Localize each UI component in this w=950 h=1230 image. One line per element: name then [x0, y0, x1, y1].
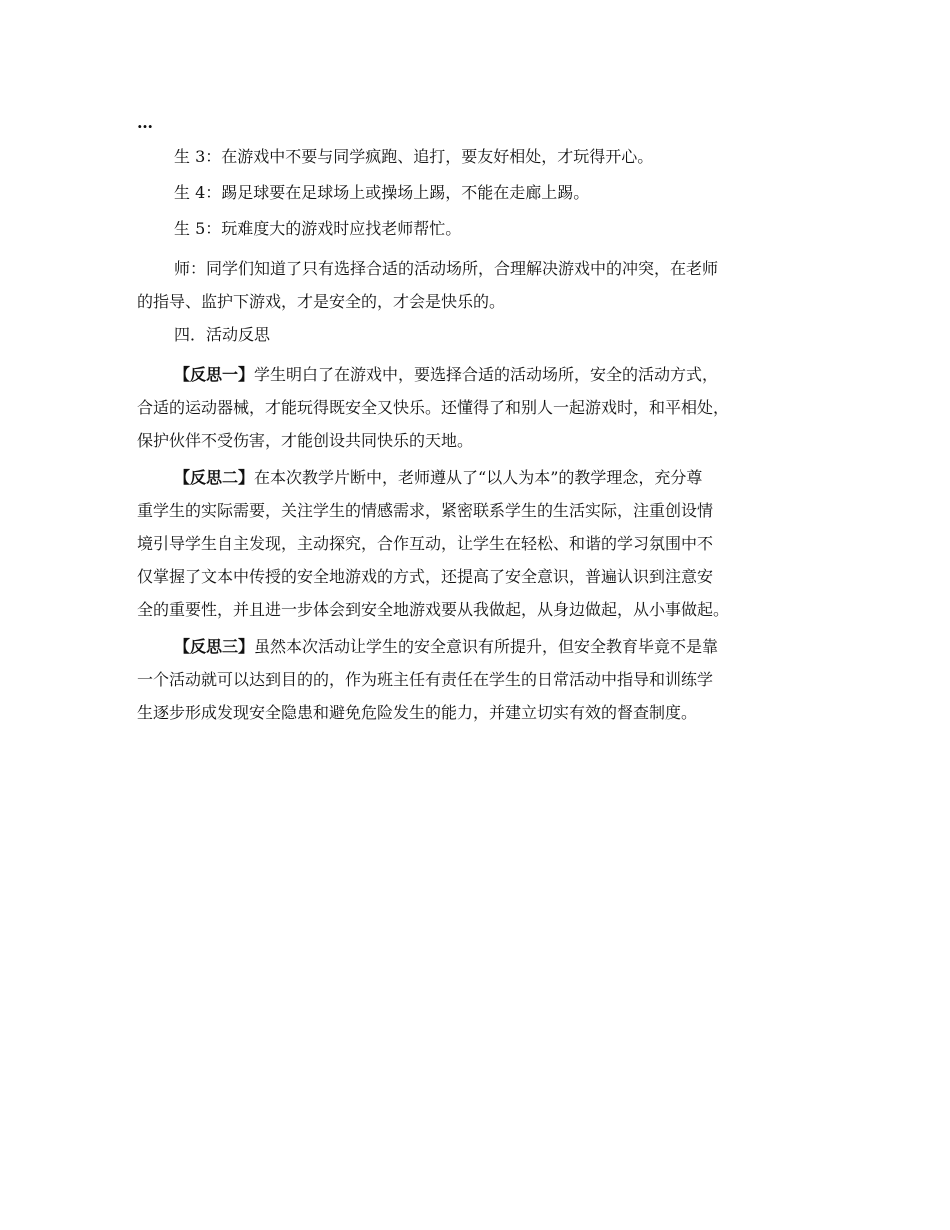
reflection-3-text-1: 虽然本次活动让学生的安全意识有所提升，但安全教育毕竟不是靠 — [254, 637, 719, 656]
reflection-2-line-4: 仅掌握了文本中传授的安全地游戏的方式，还提高了安全意识，普遍认识到注意安 — [137, 567, 714, 586]
teacher-paragraph — [137, 252, 827, 318]
reflection-3-line-2: 一个活动就可以达到目的的，作为班主任有责任在学生的日常活动中指导和训练学 — [137, 670, 714, 689]
reflection-2-tag: 【反思二】 — [174, 468, 255, 487]
reflection-3 — [137, 630, 827, 729]
reflection-2-line-2: 重学生的实际需要，关注学生的情感需求，紧密联系学生的生活实际，注重创设情 — [137, 501, 714, 520]
reflection-1-line-3: 保护伙伴不受伤害，才能创设共同快乐的天地。 — [137, 431, 474, 450]
reflection-1 — [137, 358, 827, 457]
ellipsis-text: … — [137, 113, 153, 132]
reflection-2-line-5: 全的重要性，并且进一步体会到安全地游戏要从我做起，从身边做起，从小事做起。 — [137, 600, 730, 619]
student-line-4: 生 4：踢足球要在足球场上或操场上踢，不能在走廊上踢。 — [174, 183, 590, 202]
reflection-1-text-1: 学生明白了在游戏中，要选择合适的活动场所，安全的活动方式， — [254, 365, 719, 384]
reflection-3-tag: 【反思三】 — [174, 637, 255, 656]
reflection-3-line-1 — [137, 630, 827, 663]
reflection-1-line-2: 合适的运动器械，才能玩得既安全又快乐。还懂得了和别人一起游戏时，和平相处， — [137, 398, 730, 417]
document-body — [137, 110, 827, 733]
reflection-2-line-3: 境引导学生自主发现，主动探究，合作互动，让学生在轻松、和谐的学习氛围中不 — [137, 534, 714, 553]
teacher-line-2: 的指导、监护下游戏，才是安全的，才会是快乐的。 — [137, 292, 506, 311]
reflection-1-line-1 — [137, 358, 827, 391]
reflection-2-line-1 — [137, 461, 827, 494]
reflection-2-text-1: 在本次教学片断中，老师遵从了“以人为本”的教学理念，充分尊 — [254, 468, 703, 487]
student-line-3: 生 3：在游戏中不要与同学疯跑、追打，要友好相处，才玩得开心。 — [174, 147, 654, 166]
reflection-1-tag: 【反思一】 — [174, 365, 255, 384]
student-line-5: 生 5：玩难度大的游戏时应找老师帮忙。 — [174, 219, 462, 238]
teacher-line-1: 师：同学们知道了只有选择合适的活动场所，合理解决游戏中的冲突，在老师 — [174, 259, 719, 278]
reflection-2 — [137, 461, 827, 626]
section-heading: 四．活动反思 — [174, 325, 271, 344]
reflection-3-line-3: 生逐步形成发现安全隐患和避免危险发生的能力，并建立切实有效的督查制度。 — [137, 703, 698, 722]
